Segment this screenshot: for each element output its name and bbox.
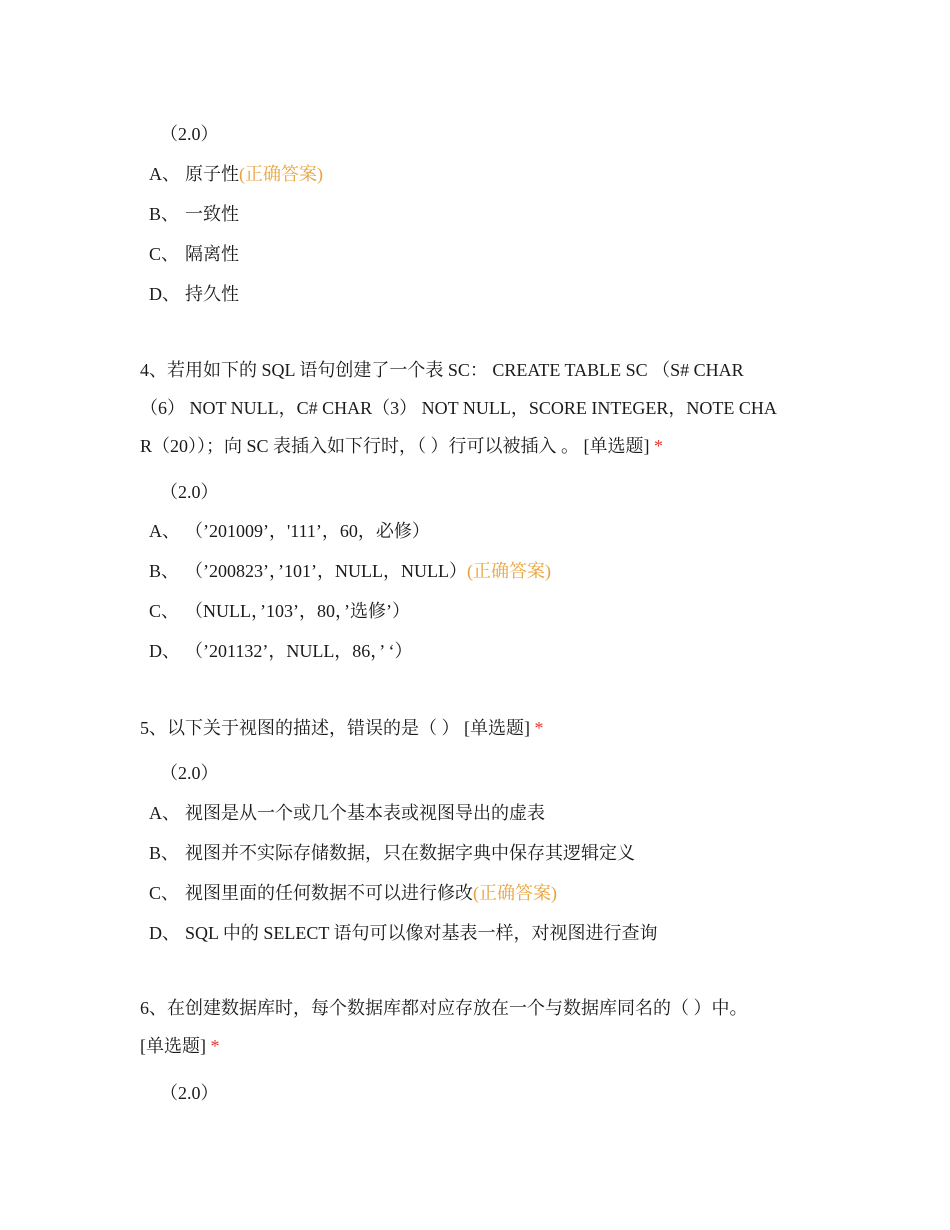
option-letter: A、 [149, 164, 180, 184]
option-letter: A、 [149, 803, 180, 823]
question-stem-line: R（20））；向 SC 表插入如下行时，（ ）行可以被插入 。 [单选题] * [140, 436, 664, 456]
option-letter: B、 [149, 843, 180, 863]
correct-answer-label: (正确答案) [466, 561, 551, 581]
question-score: （2.0） [160, 482, 219, 502]
option-text: 原子性(正确答案) [185, 164, 323, 184]
correct-answer-label: (正确答案) [473, 883, 557, 903]
option-text: 视图是从一个或几个基本表或视图导出的虚表 [185, 803, 545, 823]
required-mark: * [534, 718, 544, 738]
option-text: 隔离性 [185, 244, 239, 264]
option-text: 视图并不实际存储数据，只在数据字典中保存其逻辑定义 [185, 843, 635, 863]
option-letter: C、 [149, 601, 180, 621]
question-stem-line: 5、以下关于视图的描述，错误的是（ ） [单选题] * [140, 718, 544, 738]
required-mark: * [654, 436, 664, 456]
option-letter: D、 [149, 284, 180, 304]
option-letter: C、 [149, 883, 180, 903]
option-text: 一致性 [185, 204, 239, 224]
option-text: （’200823’，’101’，NULL，NULL）(正确答案) [185, 561, 551, 581]
option-text: 视图里面的任何数据不可以进行修改(正确答案) [185, 883, 557, 903]
option-letter: A、 [149, 521, 180, 541]
option-text: （’201132’，NULL，86，’ ‘） [185, 641, 413, 661]
option-letter: D、 [149, 923, 180, 943]
option-letter: B、 [149, 204, 180, 224]
option-text: SQL 中的 SELECT 语句可以像对基表一样，对视图进行查询 [185, 923, 658, 943]
correct-answer-label: (正确答案) [239, 164, 323, 184]
question-stem-line: [单选题] * [140, 1036, 220, 1056]
option-letter: B、 [149, 561, 180, 581]
option-letter: D、 [149, 641, 180, 661]
option-text: （’201009’，'111’，60，必修） [185, 521, 430, 541]
question-score: （2.0） [160, 124, 219, 144]
option-text: 持久性 [185, 284, 239, 304]
option-letter: C、 [149, 244, 180, 264]
question-stem-line: 6、在创建数据库时，每个数据库都对应存放在一个与数据库同名的（ ）中。 [140, 998, 748, 1018]
question-score: （2.0） [160, 763, 219, 783]
question-stem-line: 4、若用如下的 SQL 语句创建了一个表 SC： CREATE TABLE SC （S# CHAR [140, 360, 744, 380]
question-stem-line: （6） NOT NULL，C# CHAR（3） NOT NULL，SCORE INTEGER，NOTE CHA [140, 398, 777, 418]
required-mark: * [210, 1036, 220, 1056]
option-text: （NULL，’103’，80，’选修’） [185, 601, 410, 621]
question-score: （2.0） [160, 1083, 219, 1103]
